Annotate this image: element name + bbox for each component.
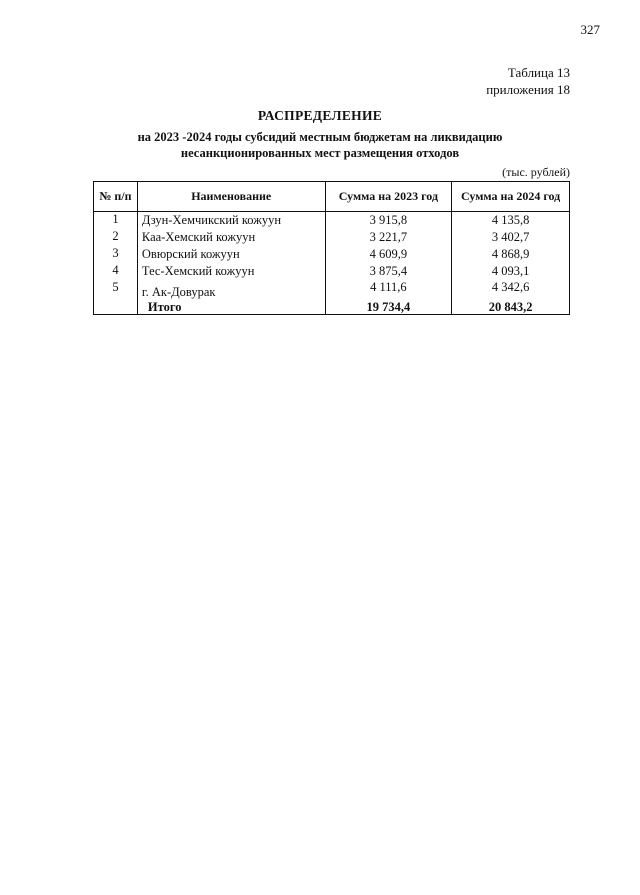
header-sum-2024: Сумма на 2024 год bbox=[452, 182, 570, 212]
row-sum-2024: 4 135,8 bbox=[452, 212, 570, 230]
table-row bbox=[94, 246, 570, 263]
row-number: 3 bbox=[94, 246, 138, 263]
row-sum-2024: 3 402,7 bbox=[452, 229, 570, 246]
total-sum-2024: 20 843,2 bbox=[452, 300, 570, 315]
row-sum-2024: 4 868,9 bbox=[452, 246, 570, 263]
row-sum-2023: 3 875,4 bbox=[325, 263, 452, 280]
row-sum-2024: 4 342,6 bbox=[452, 280, 570, 300]
document-subtitle bbox=[0, 129, 640, 161]
row-name: Каа-Хемский кожуун bbox=[137, 229, 325, 246]
units-note: (тыс. рублей) bbox=[502, 165, 570, 179]
table-number: Таблица 13 bbox=[507, 65, 570, 80]
subtitle-line-1: на 2023 -2024 годы субсидий местным бюджетам на ликвидацию bbox=[137, 130, 503, 144]
row-number: 2 bbox=[94, 229, 138, 246]
table-row bbox=[94, 212, 570, 230]
row-sum-2023: 3 915,8 bbox=[325, 212, 452, 230]
appendix-number: приложения 18 bbox=[486, 82, 570, 97]
table-row bbox=[94, 280, 570, 300]
row-name: Овюрский кожуун bbox=[137, 246, 325, 263]
total-sum-2023: 19 734,4 bbox=[325, 300, 452, 315]
row-sum-2023: 4 111,6 bbox=[325, 280, 452, 300]
subsidy-table bbox=[93, 181, 570, 315]
row-sum-2023: 3 221,7 bbox=[325, 229, 452, 246]
row-number: 5 bbox=[94, 280, 138, 300]
row-sum-2023: 4 609,9 bbox=[325, 246, 452, 263]
table-row bbox=[94, 263, 570, 280]
document-title: РАСПРЕДЕЛЕНИЕ bbox=[257, 108, 383, 123]
table-header-row bbox=[94, 182, 570, 212]
table-reference bbox=[486, 64, 570, 98]
table-row bbox=[94, 229, 570, 246]
row-name: Дзун-Хемчикский кожуун bbox=[137, 212, 325, 230]
header-number: № п/п bbox=[94, 182, 138, 212]
total-number-cell bbox=[94, 300, 138, 315]
subtitle-line-2: несанкционированных мест размещения отходов bbox=[180, 146, 460, 160]
row-name: Тес-Хемский кожуун bbox=[137, 263, 325, 280]
row-sum-2024: 4 093,1 bbox=[452, 263, 570, 280]
total-label: Итого bbox=[137, 300, 325, 315]
header-sum-2023: Сумма на 2023 год bbox=[325, 182, 452, 212]
row-number: 4 bbox=[94, 263, 138, 280]
page-number: 327 bbox=[580, 22, 600, 37]
row-number: 1 bbox=[94, 212, 138, 230]
table-total-row bbox=[94, 300, 570, 315]
header-name: Наименование bbox=[137, 182, 325, 212]
row-name: г. Ак-Довурак bbox=[137, 280, 325, 300]
